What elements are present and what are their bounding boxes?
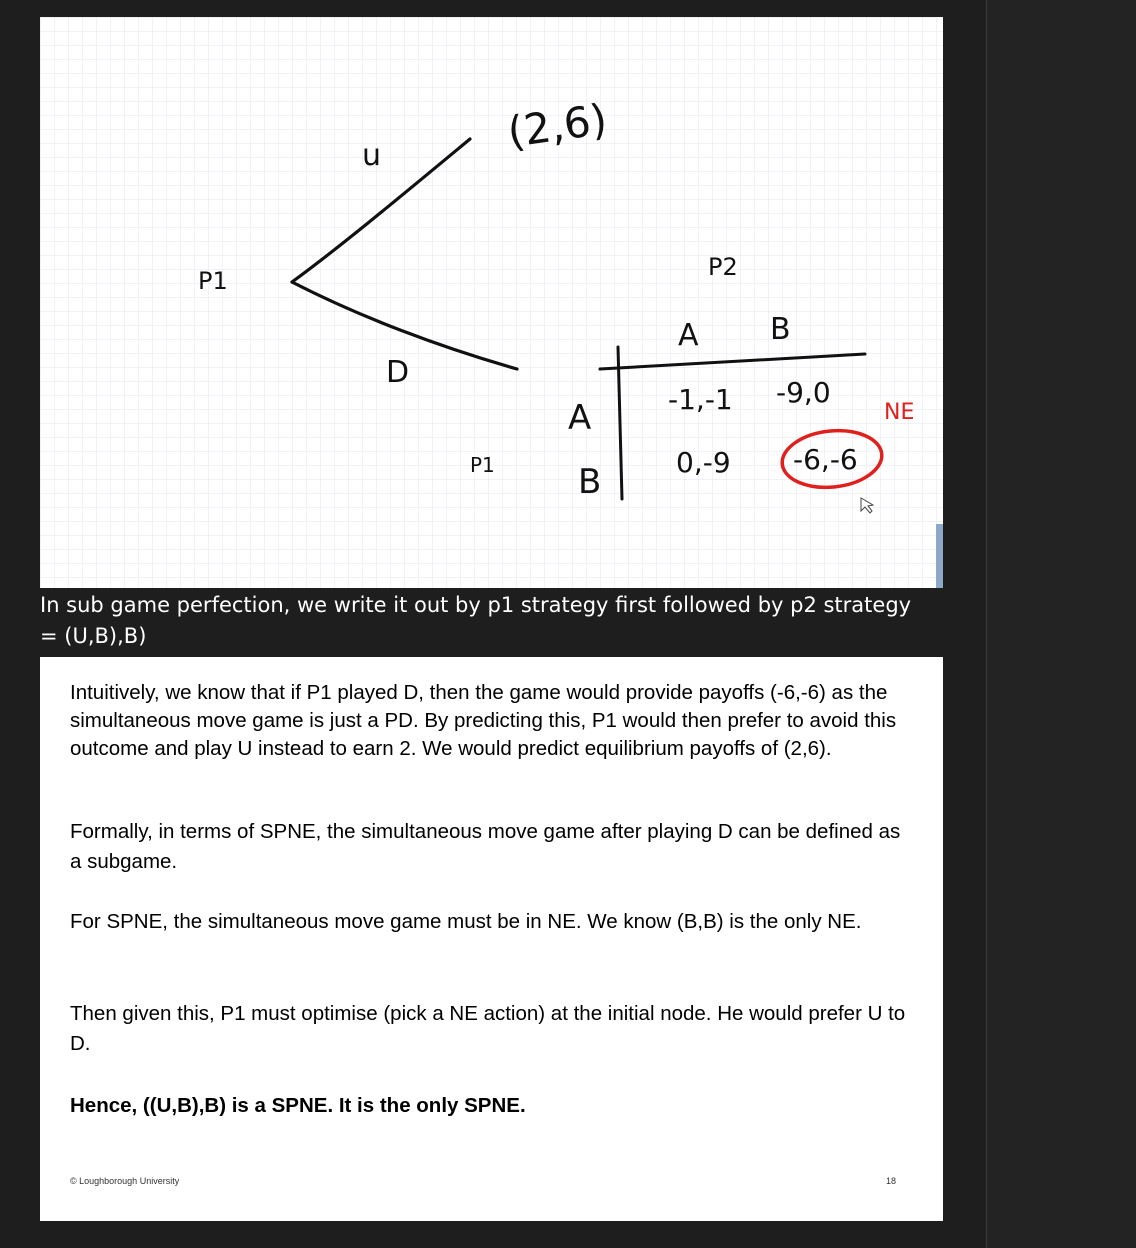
scrollbar-thumb[interactable] xyxy=(936,524,943,588)
outcome-up: (2,6) xyxy=(504,94,611,157)
row-a-label: A xyxy=(568,398,592,438)
caption-line-2: = (U,B),B) xyxy=(40,624,147,648)
caption-line-1: In sub game perfection, we write it out by p1 strategy first followed by p2 strategy xyxy=(40,593,912,617)
player1-matrix-label: P1 xyxy=(470,453,495,477)
right-panel xyxy=(986,0,1136,1248)
player2-label: P2 xyxy=(708,253,738,281)
label-d: D xyxy=(386,355,410,390)
cell-b-a: 0,-9 xyxy=(676,446,731,479)
label-u: u xyxy=(362,138,382,173)
slide-paragraph-ne: For SPNE, the simultaneous move game must be in NE. We know (B,B) is the only NE. xyxy=(70,910,862,933)
row-b-label: B xyxy=(578,462,602,502)
cell-a-b: -9,0 xyxy=(776,376,831,409)
col-b-label: B xyxy=(770,312,791,347)
cell-a-a: -1,-1 xyxy=(668,383,733,416)
slide-conclusion: Hence, ((U,B),B) is a SPNE. It is the only SPNE. xyxy=(70,1094,526,1117)
slide-paragraph-intuition: Intuitively, we know that if P1 played D, then the game would provide payoffs (-6,-6) as the simultaneous move game is just a PD. By predicting this, P1 would then prefer to avoid this outcome and play U instead to earn 2. We would predict equilibrium payoffs of (2,6). xyxy=(70,681,897,760)
caption xyxy=(40,590,980,652)
player1-root-label: P1 xyxy=(198,267,228,295)
cell-b-b: -6,-6 xyxy=(793,443,858,476)
slide-footer: © Loughborough University xyxy=(70,1176,180,1186)
whiteboard xyxy=(40,17,943,588)
slide-paragraph-formal: Formally, in terms of SPNE, the simultaneous move game after playing D can be defined as a subgame. xyxy=(70,820,901,873)
ne-label: NE xyxy=(884,400,915,425)
col-a-label: A xyxy=(678,318,699,353)
whiteboard-canvas xyxy=(40,17,943,588)
slide-page-number: 18 xyxy=(886,1176,897,1186)
slide-paragraph-optimise: Then given this, P1 must optimise (pick a NE action) at the initial node. He would prefer U to D. xyxy=(70,1002,906,1055)
lecture-slide xyxy=(40,657,943,1221)
